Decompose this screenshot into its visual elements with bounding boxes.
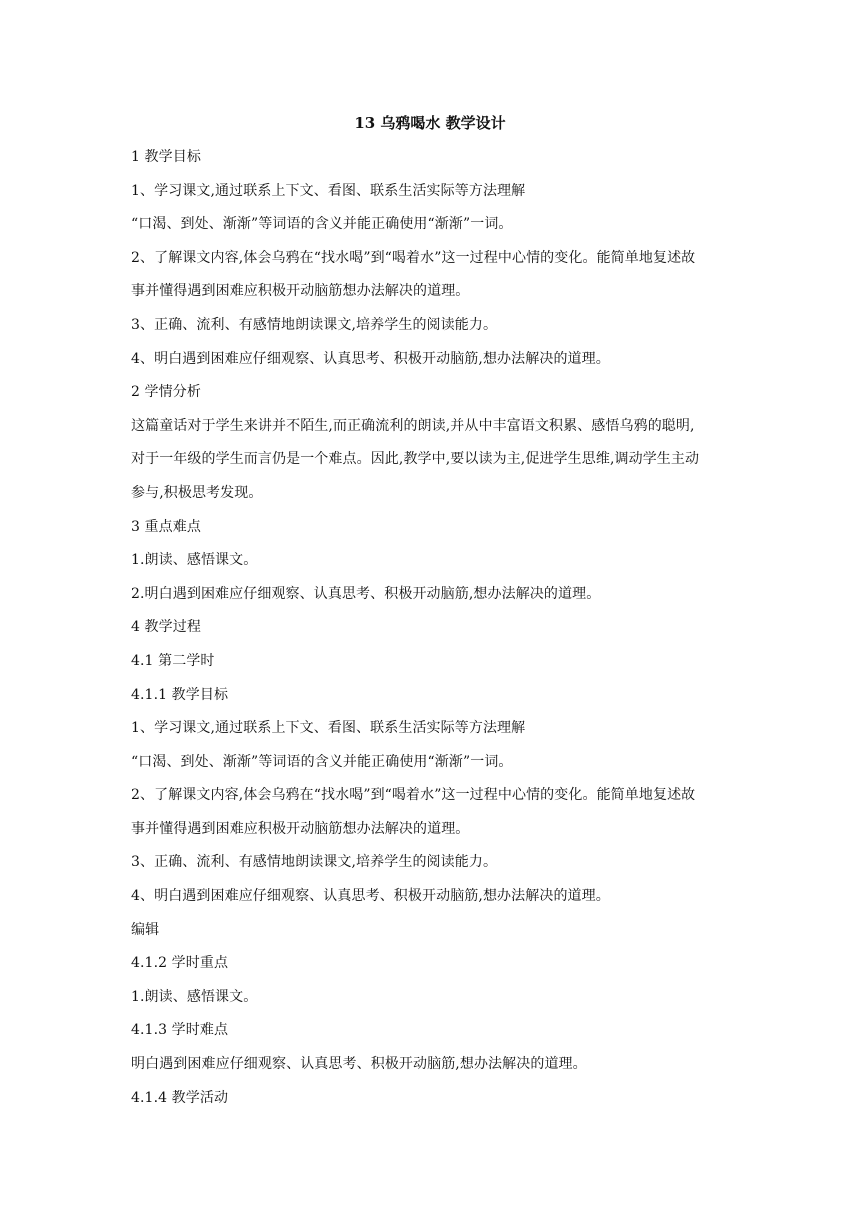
paragraph-line: 事并懂得遇到困难应积极开动脑筋想办法解决的道理。 bbox=[131, 283, 470, 300]
document-body bbox=[131, 147, 743, 1121]
paragraph-line: 对于一年级的学生而言仍是一个难点。因此,教学中,要以读为主,促进学生思维,调动学生主动 bbox=[131, 451, 700, 468]
heading-second-period: 4.1 第二学时 bbox=[131, 652, 215, 669]
heading-period-goals: 4.1.1 教学目标 bbox=[131, 686, 229, 703]
paragraph-line: 1、学习课文,通过联系上下文、看图、联系生活实际等方法理解 bbox=[131, 182, 526, 199]
paragraph-line: 参与,积极思考发现。 bbox=[131, 484, 263, 501]
heading-student-analysis: 2 学情分析 bbox=[131, 384, 201, 401]
paragraph-line: 2.明白遇到困难应仔细观察、认真思考、积极开动脑筋,想办法解决的道理。 bbox=[131, 585, 601, 602]
paragraph-line: 2、了解课文内容,体会乌鸦在“找水喝”到“喝着水”这一过程中心情的变化。能简单地复述故 bbox=[131, 787, 696, 804]
paragraph-line: 这篇童话对于学生来讲并不陌生,而正确流利的朗读,并从中丰富语文积累、感悟乌鸦的聪明, bbox=[131, 417, 695, 434]
heading-period-difficulty: 4.1.3 学时难点 bbox=[131, 1022, 229, 1039]
paragraph-line: “口渴、到处、渐渐”等词语的含义并能正确使用“渐渐”一词。 bbox=[131, 216, 513, 233]
paragraph-line: 3、正确、流利、有感情地朗读课文,培养学生的阅读能力。 bbox=[131, 316, 498, 333]
document-title: 13 乌鸦喝水 教学设计 bbox=[354, 114, 506, 132]
paragraph-line: 明白遇到困难应仔细观察、认真思考、积极开动脑筋,想办法解决的道理。 bbox=[131, 1056, 587, 1073]
paragraph-line: 事并懂得遇到困难应积极开动脑筋想办法解决的道理。 bbox=[131, 820, 470, 837]
heading-teaching-activities: 4.1.4 教学活动 bbox=[131, 1089, 229, 1106]
paragraph-line: 1.朗读、感悟课文。 bbox=[131, 552, 258, 569]
heading-key-difficulties: 3 重点难点 bbox=[131, 518, 201, 535]
edit-label: 编辑 bbox=[131, 921, 160, 938]
heading-teaching-goals: 1 教学目标 bbox=[131, 149, 201, 165]
paragraph-line: 2、了解课文内容,体会乌鸦在“找水喝”到“喝着水”这一过程中心情的变化。能简单地复述故 bbox=[131, 249, 696, 266]
paragraph-line: 1.朗读、感悟课文。 bbox=[131, 988, 258, 1005]
heading-period-focus: 4.1.2 学时重点 bbox=[131, 955, 229, 972]
paragraph-line: “口渴、到处、渐渐”等词语的含义并能正确使用“渐渐”一词。 bbox=[131, 753, 513, 770]
paragraph-line: 1、学习课文,通过联系上下文、看图、联系生活实际等方法理解 bbox=[131, 720, 526, 737]
paragraph-line: 4、明白遇到困难应仔细观察、认真思考、积极开动脑筋,想办法解决的道理。 bbox=[131, 350, 610, 367]
paragraph-line: 3、正确、流利、有感情地朗读课文,培养学生的阅读能力。 bbox=[131, 854, 498, 871]
heading-teaching-process: 4 教学过程 bbox=[131, 619, 201, 636]
paragraph-line: 4、明白遇到困难应仔细观察、认真思考、积极开动脑筋,想办法解决的道理。 bbox=[131, 888, 610, 905]
